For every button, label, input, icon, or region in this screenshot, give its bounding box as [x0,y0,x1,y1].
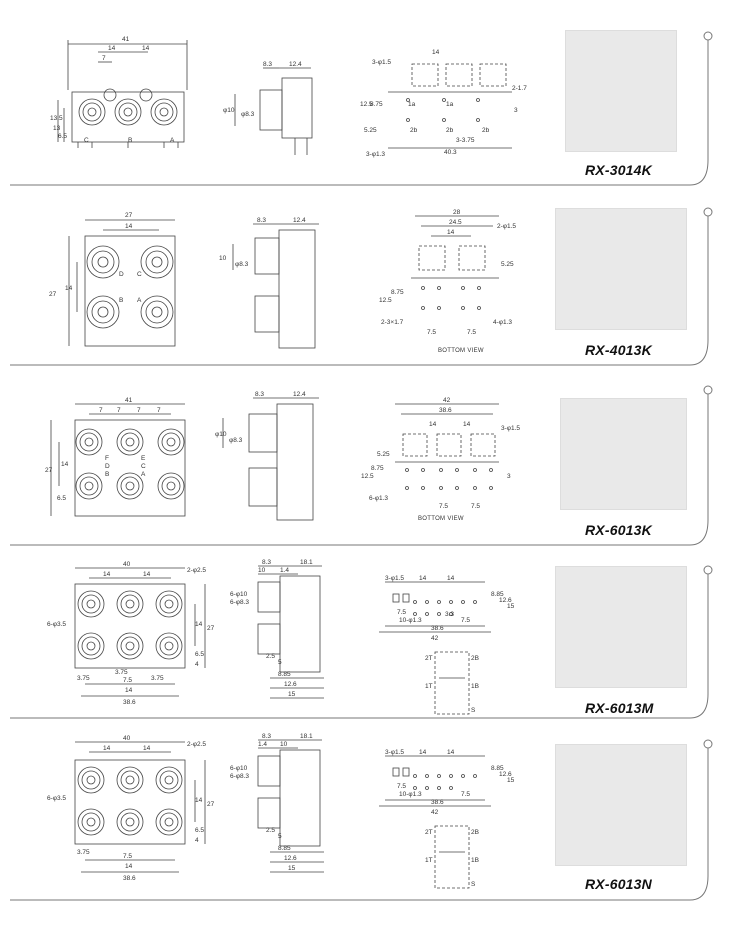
dim-label: 5 [278,659,282,666]
dim-label: 1B [471,683,479,690]
front-view-drawing [45,556,215,706]
dim-label: C [84,137,89,144]
dim-label: 3-3.75 [456,137,475,144]
dim-label: 1.4 [258,741,268,748]
dim-label: 12.6 [284,855,297,862]
dim-label: S [471,881,476,888]
dim-label: 4 [195,661,199,668]
dim-label: 7.5 [467,329,477,336]
dim-label: 14 [432,49,440,56]
dim-label: C [137,271,142,278]
dim-label: 6-φ1.3 [369,495,389,502]
dim-label: 8.3 [262,733,272,740]
front-view-drawing [50,30,200,160]
dim-label: φ8.3 [235,261,249,268]
dim-label: 14 [125,863,133,870]
dim-label: 13.5 [50,115,63,122]
dim-label: 28 [453,209,461,216]
dim-label: 7.5 [427,329,437,336]
dim-label: 10 [258,567,266,574]
bottom-view-caption: BOTTOM VIEW [438,348,484,354]
dim-label: φ10 [215,431,227,438]
front-view-drawing [45,734,215,884]
dim-label: 14 [61,461,69,468]
dim-label: 14 [103,571,111,578]
dim-label: 12.4 [289,61,302,68]
dim-label: 6-φ8.3 [230,599,250,606]
dim-label: 15 [288,691,296,698]
dim-label: 7 [157,407,161,414]
model-label: RX-4013K [585,342,652,358]
dim-label: 38.6 [431,625,444,632]
product-photo [555,208,687,330]
dim-label: 7.5 [471,503,481,510]
dim-label: 7.5 [397,609,407,616]
dim-label: 3.75 [151,675,164,682]
product-row-rx-6013k [0,368,730,548]
dim-label: 12.5 [361,473,374,480]
dim-label: D [119,271,124,278]
dim-label: 14 [125,687,133,694]
dim-label: 13 [53,125,61,132]
dim-label: 14 [108,45,116,52]
dim-label: 5 [278,833,282,840]
dim-label: B [128,137,133,144]
dim-label: 2B [471,655,479,662]
dim-label: 2.5 [266,827,276,834]
dim-label: 27 [207,625,215,632]
dim-label: 40.3 [444,149,457,156]
model-label: RX-6013M [585,700,654,716]
dim-label: 2b [410,127,418,134]
dim-label: 8.75 [370,101,383,108]
dim-label: 14 [142,45,150,52]
model-label: RX-6013K [585,522,652,538]
dim-label: 2T [425,829,433,836]
dim-label: 3-φ1.5 [501,425,521,432]
dim-label: 1B [471,857,479,864]
dim-label: 10-φ1.3 [399,617,422,624]
dim-label: 6-φ3.5 [47,795,67,802]
product-photo [555,744,687,866]
dim-label: 5.25 [364,127,377,134]
dim-label: D [105,463,110,470]
model-label: RX-6013N [585,876,652,892]
dim-label: 6-φ3.5 [47,621,67,628]
dim-label: 15 [288,865,296,872]
bottom-view-drawing [375,206,525,366]
dim-label: 3-φ1.3 [366,151,386,158]
dim-label: 3 [514,107,518,114]
dim-label: 15 [507,603,515,610]
dim-label: 8.85 [491,591,504,598]
dim-label: 2.5 [266,653,276,660]
front-view-drawing [45,396,195,546]
dim-label: 27 [49,291,57,298]
dim-label: φ10 [223,107,235,114]
dim-label: 8.3 [255,391,265,398]
dim-label: 12.6 [499,771,512,778]
dim-label: 3-φ1.5 [385,749,405,756]
dim-label: 7 [137,407,141,414]
side-view-drawing [228,734,338,884]
dim-label: 40 [123,735,131,742]
dim-label: 18.1 [300,559,313,566]
dim-label: 14 [447,229,455,236]
dim-label: 14 [65,285,73,292]
dim-label: 8.75 [391,289,404,296]
dim-label: 38.6 [123,875,136,882]
dim-label: 14 [447,749,455,756]
dim-label: 38.6 [123,699,136,706]
dim-label: A [141,471,146,478]
dim-label: 3 [507,473,511,480]
dim-label: 8.85 [491,765,504,772]
dim-label: 42 [431,809,439,816]
dim-label: 6-φ10 [230,591,248,598]
dim-label: 2b [446,127,454,134]
dim-label: 8.3 [263,61,273,68]
dim-label: 14 [103,745,111,752]
product-photo [560,398,687,510]
dim-label: 12.5 [360,101,373,108]
dim-label: 7.5 [123,853,133,860]
dim-label: A [137,297,142,304]
dim-label: 10 [280,741,288,748]
dim-label: φ8.3 [229,437,243,444]
dim-label: φ8.3 [241,111,255,118]
dim-label: 1T [425,683,433,690]
dim-label: S [471,707,476,714]
dim-label: 10-φ1.3 [399,791,422,798]
dim-label: 12.4 [293,217,306,224]
dim-label: 41 [122,36,130,43]
dim-label: 5.25 [377,451,390,458]
dim-label: 8.85 [278,671,291,678]
product-row-rx-6013n [0,720,730,910]
dim-label: B [105,471,110,478]
dim-label: 42 [431,635,439,642]
bottom-view-caption: BOTTOM VIEW [418,516,464,522]
dim-label: A [170,137,175,144]
dim-label: F [105,455,109,462]
dim-label: 38.6 [431,799,444,806]
dim-label: 7.5 [461,791,471,798]
dim-label: 41 [125,397,133,404]
dim-label: 14 [419,749,427,756]
product-row-rx-3014k [0,0,730,188]
dim-label: 27 [207,801,215,808]
dim-label: 14 [195,621,203,628]
dim-label: 5.25 [501,261,514,268]
product-row-rx-6013m [0,548,730,720]
dim-label: 3.75 [115,669,128,676]
bottom-view-drawing [375,568,555,728]
dim-label: 12.4 [293,391,306,398]
dim-label: 14 [463,421,471,428]
dim-label: 6.5 [195,651,205,658]
dim-label: 6.5 [57,495,67,502]
dim-label: 18.1 [300,733,313,740]
dim-label: 2-φ1.5 [497,223,517,230]
dim-label: 2b [482,127,490,134]
dim-label: 42 [443,397,451,404]
dim-label: 4-φ1.3 [493,319,513,326]
dim-label: 3-φ1.5 [372,59,392,66]
dim-label: 6.5 [58,133,68,140]
dim-label: 7.5 [461,617,471,624]
dim-label: 14 [447,575,455,582]
dim-label: C [141,463,146,470]
dim-label: 14 [429,421,437,428]
dim-label: 27 [125,212,133,219]
dim-label: B [119,297,124,304]
dim-label: 14 [143,745,151,752]
front-view-drawing [45,206,195,366]
dim-label: 24.5 [449,219,462,226]
dim-label: E [141,455,146,462]
dim-label: 1a [408,101,416,108]
dim-label: 3.75 [77,849,90,856]
dim-label: 8.75 [371,465,384,472]
dim-label: 40 [123,561,131,568]
dim-label: 15 [507,777,515,784]
dim-label: 1.4 [280,567,290,574]
dim-label: 12.6 [499,597,512,604]
dim-label: 12.5 [379,297,392,304]
dim-label: 2-3×1.7 [381,319,404,326]
bottom-view-drawing [360,40,530,180]
dim-label: 2-φ2.5 [187,741,207,748]
product-row-rx-4013k [0,188,730,368]
dim-label: 7.5 [397,783,407,790]
dim-label: 1T [425,857,433,864]
product-photo [555,566,687,688]
dim-label: 38.6 [439,407,452,414]
side-view-drawing [215,216,325,366]
side-view-drawing [228,560,338,710]
dim-label: 2-φ2.5 [187,567,207,574]
dim-label: 2T [425,655,433,662]
dim-label: 6-φ8.3 [230,773,250,780]
dim-label: 7.5 [123,677,133,684]
dim-label: 14 [125,223,133,230]
dim-label: 7 [117,407,121,414]
dim-label: 6.5 [195,827,205,834]
dim-label: 10 [219,255,227,262]
dim-label: 27 [45,467,53,474]
bottom-view-drawing [375,742,555,902]
product-photo [565,30,677,152]
dim-label: 3.75 [77,675,90,682]
dim-label: 7.5 [439,503,449,510]
side-view-drawing [215,390,325,540]
bottom-view-drawing [355,396,525,546]
dim-label: 8.85 [278,845,291,852]
dim-label: 8.3 [257,217,267,224]
dim-label: 3-φ1.5 [385,575,405,582]
dim-label: 1a [446,101,454,108]
dim-label: 12.6 [284,681,297,688]
model-label: RX-3014K [585,162,652,178]
side-view-drawing [215,60,325,190]
dim-label: 3.3 [445,611,455,618]
dim-label: 7 [102,55,106,62]
dim-label: 8.3 [262,559,272,566]
dim-label: 6-φ10 [230,765,248,772]
dim-label: 14 [419,575,427,582]
dim-label: 2B [471,829,479,836]
dim-label: 2-1.7 [512,85,527,92]
dim-label: 7 [99,407,103,414]
dim-label: 14 [195,797,203,804]
dim-label: 14 [143,571,151,578]
dim-label: 4 [195,837,199,844]
